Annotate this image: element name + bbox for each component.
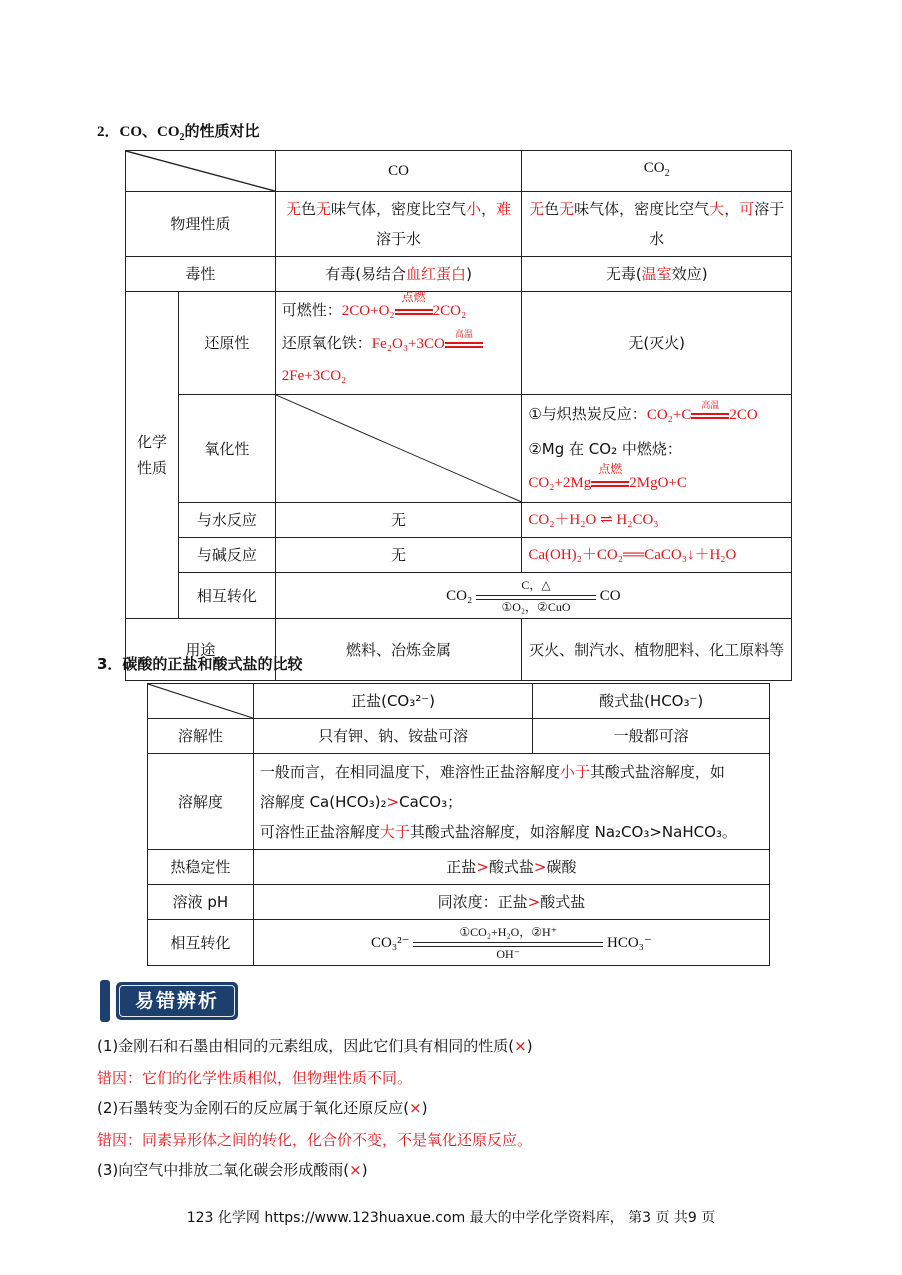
ph-text: 同浓度：正盐>酸式盐 <box>253 885 769 920</box>
header-diagonal-cell <box>126 151 276 192</box>
co-co2-table <box>125 150 792 681</box>
text-segment: 无 <box>529 200 545 218</box>
physical-label: 物理性质 <box>126 192 276 257</box>
col-acid-salt: 酸式盐(HCO₃⁻) <box>533 684 770 719</box>
co-toxic: 有毒(易结合血红蛋白) <box>275 257 522 292</box>
note-error-reason: 错因：它们的化学性质相似，但物理性质不同。 <box>97 1069 413 1087</box>
convert-top: C，△ <box>521 577 551 592</box>
convert-top-2: ①CO₂+H₂O，②H⁺ <box>459 924 558 939</box>
text-segment: 无 <box>559 200 575 218</box>
use-label: 用途 <box>126 619 276 681</box>
text-segment: 无 <box>286 200 302 218</box>
text-segment: 溶于水 <box>376 230 422 248</box>
co2-use: 灭火、制汽水、植物肥料、化工原料等 <box>522 619 792 681</box>
toxic-label: 毒性 <box>126 257 276 292</box>
page-footer: 123 化学网 https://www.123huaxue.com 最大的中学化学资料库， 第3 页 共9 页 <box>186 1210 716 1226</box>
col-normal-salt: 正盐(CO₃²⁻) <box>253 684 533 719</box>
co-physical <box>275 192 522 257</box>
co-oxid-diagonal <box>275 395 522 503</box>
base-label: 与碱反应 <box>178 538 275 573</box>
co-base: 无 <box>275 538 522 573</box>
carbonate-table <box>147 683 770 966</box>
water-label: 与水反应 <box>178 503 275 538</box>
soldeg-label: 溶解度 <box>148 754 254 850</box>
text-segment: 大 <box>709 200 725 218</box>
co2-base: Ca(OH)₂＋CO₂══CaCO₃↓＋H₂O <box>522 538 792 573</box>
co2-physical <box>522 192 792 257</box>
normal-solubility: 只有钾、钠、铵盐可溶 <box>253 719 533 754</box>
col-header-co: CO <box>275 151 522 192</box>
soldeg-text: 一般而言，在相同温度下，难溶性正盐溶解度小于其酸式盐溶解度，如 溶解度 Ca(HCO₃)₂>CaCO₃； 可溶性正盐溶解度大于其酸式盐溶解度，如溶解度 Na₂CO₃>NaHCO₃。 <box>253 754 769 850</box>
text-segment: 无 <box>316 200 332 218</box>
text-segment: 小 <box>466 200 482 218</box>
text-segment: 难 <box>496 200 512 218</box>
solubility-label: 溶解性 <box>148 719 254 754</box>
acid-solubility: 一般都可溶 <box>533 719 770 754</box>
reduce-label: 还原性 <box>178 292 275 395</box>
note-statement: (1)金刚石和石墨由相同的元素组成，因此它们具有相同的性质(×) <box>97 1037 533 1055</box>
oxid-label: 氧化性 <box>178 395 275 503</box>
co-water: 无 <box>275 503 522 538</box>
section3-title: 3．碳酸的正盐和酸式盐的比较 <box>97 655 303 673</box>
co2-reduce: 无(灭火) <box>522 292 792 395</box>
text-segment: ， <box>481 200 497 218</box>
chem-label: 化学性质 <box>126 292 179 619</box>
error-analysis-banner <box>100 980 240 1022</box>
text-segment: 溶于水 <box>649 200 785 248</box>
convert-label: 相互转化 <box>178 573 275 619</box>
section2-title: 2．CO、$CO_2$的性质对比 <box>97 124 260 143</box>
text-segment: 可 <box>739 200 755 218</box>
banner-title: 易错辨析 <box>119 985 235 1017</box>
note-statement: (3)向空气中排放二氧化碳会形成酸雨(×) <box>97 1161 368 1179</box>
note-error-reason: 错因：同素异形体之间的转化，化合价不变，不是氧化还原反应。 <box>97 1131 533 1149</box>
co-co2-convert: CO₂ C，△ ①O₂，②CuO CO <box>275 573 791 619</box>
carbonate-convert: CO₃²⁻ $\frac{\text{①CO₂+H₂O，②H⁺}}{OH^-}$ HCO₃⁻ <box>253 920 769 966</box>
text-segment: 色 <box>301 200 317 218</box>
convert-bottom-2: OH⁻ <box>496 946 521 961</box>
co-use: 燃料、冶炼金属 <box>275 619 522 681</box>
convert-bottom: ①O₂，②CuO <box>501 599 571 614</box>
col-header-co2: $CO_2$ <box>522 151 792 192</box>
text-segment: 色 <box>544 200 560 218</box>
co2-oxid: ①与炽热炭反应：CO₂+C 高温 2CO ②Mg 在 CO₂ 中燃烧： CO₂+2Mg 点燃 2MgO+C <box>522 395 792 503</box>
co2-water: CO₂＋H₂O ⇌ H₂CO₃ <box>522 503 792 538</box>
header-diagonal-cell-2 <box>148 684 254 719</box>
thermal-label: 热稳定性 <box>148 850 254 885</box>
convert-label-2: 相互转化 <box>148 920 254 966</box>
text-segment: 味气体，密度比空气 <box>574 200 710 218</box>
note-statement: (2)石墨转变为金刚石的反应属于氧化还原反应(×) <box>97 1099 428 1117</box>
text-segment: ， <box>724 200 740 218</box>
text-segment: 味气体，密度比空气 <box>331 200 467 218</box>
thermal-text: 正盐>酸式盐>碳酸 <box>253 850 769 885</box>
co-reduce: 可燃性：2CO+O₂ 点燃 2CO₂ 还原氧化铁：Fe₂O₃+3CO 高温 2Fe+3CO₂ <box>275 292 522 395</box>
co2-toxic: 无毒(温室效应) <box>522 257 792 292</box>
ph-label: 溶液 pH <box>148 885 254 920</box>
